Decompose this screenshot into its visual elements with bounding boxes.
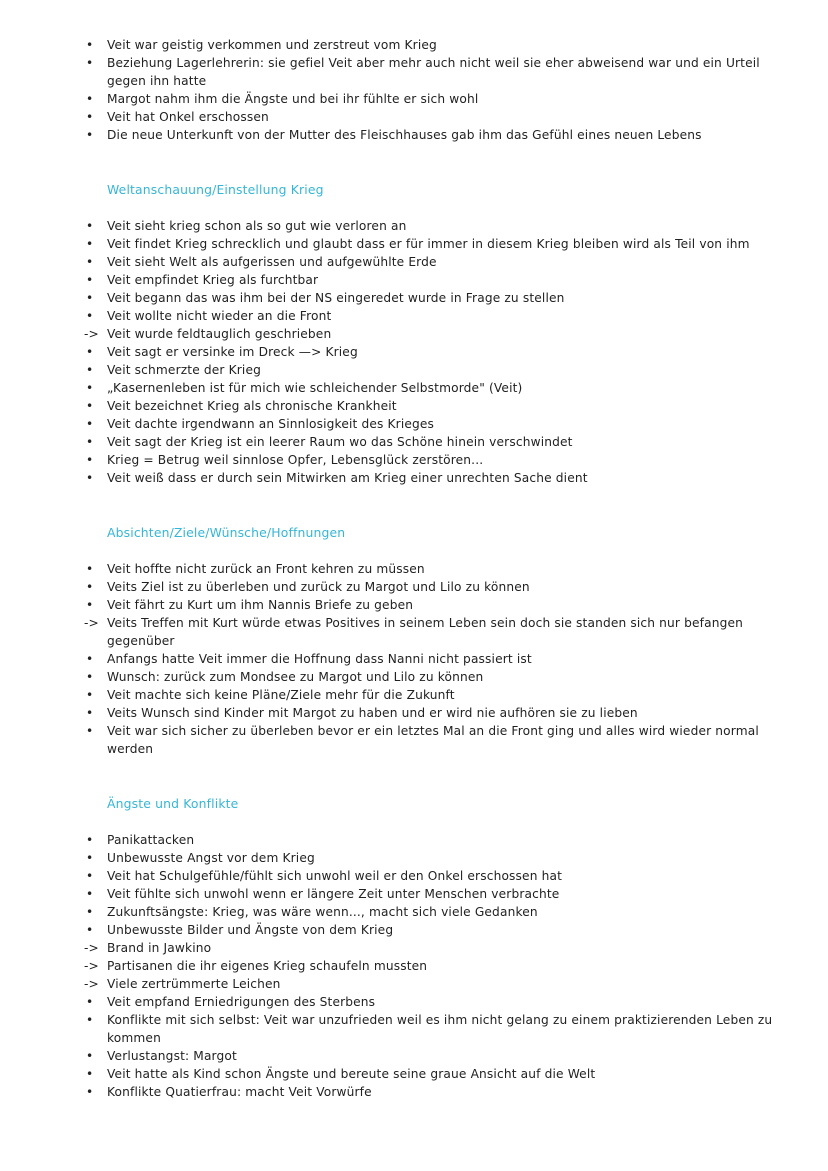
section-heading-weltanschauung: Weltanschauung/Einstellung Krieg [107, 182, 324, 197]
list-item: • Unbewusste Angst vor dem Krieg [86, 851, 315, 865]
list-item: -> Brand in Jawkino [84, 941, 212, 955]
arrow-marker: -> [84, 327, 99, 341]
list-item: • Veit sagt der Krieg ist ein leerer Raum wo das Schöne hinein verschwindet [86, 435, 573, 449]
list-item: • Margot nahm ihm die Ängste und bei ihr fühlte er sich wohl [86, 92, 479, 106]
arrow-marker: -> [84, 941, 99, 955]
bullet-marker: • [86, 435, 94, 449]
list-item: • Unbewusste Bilder und Ängste von dem Krieg [86, 923, 394, 937]
bullet-marker: • [86, 670, 94, 684]
list-item: • Veit hoffte nicht zurück an Front kehren zu müssen [86, 562, 425, 576]
list-item: • Konflikte mit sich selbst: Veit war unzufrieden weil es ihm nicht gelang zu einem praktizierenden Leben zu kommen [86, 1013, 773, 1045]
bullet-marker: • [86, 923, 94, 937]
list-item: • „Kasernenleben ist für mich wie schleichender Selbstmorde" (Veit) [86, 381, 523, 395]
list-item: • Veit sieht krieg schon als so gut wie verloren an [86, 219, 407, 233]
bullet-marker: • [86, 833, 94, 847]
bullet-marker: • [86, 688, 94, 702]
bullet-marker: • [86, 399, 94, 413]
list-item: • Veit war sich sicher zu überleben bevor er ein letztes Mal an die Front ging und alles wird wieder normal werden [86, 724, 759, 756]
bullet-marker: • [86, 56, 94, 70]
list-item: • Veit machte sich keine Pläne/Ziele mehr für die Zukunft [86, 688, 455, 702]
list-item: • Veit fährt zu Kurt um ihm Nannis Briefe zu geben [86, 598, 414, 612]
bullet-marker: • [86, 38, 94, 52]
bullet-marker: • [86, 1013, 94, 1027]
bullet-marker: • [86, 887, 94, 901]
list-item: • Veit findet Krieg schrecklich und glaubt dass er für immer in diesem Krieg bleiben wird als Teil von ihm [86, 237, 750, 251]
bullet-marker: • [86, 273, 94, 287]
bullet-marker: • [86, 724, 94, 738]
bullet-marker: • [86, 580, 94, 594]
list-item: • Veit war geistig verkommen und zerstreut vom Krieg [86, 38, 437, 52]
list-item: -> Viele zertrümmerte Leichen [84, 977, 281, 991]
bullet-marker: • [86, 471, 94, 485]
list-item: • Krieg = Betrug weil sinnlose Opfer, Lebensglück zerstören... [86, 453, 484, 467]
bullet-marker: • [86, 110, 94, 124]
list-item: • Veit hat Onkel erschossen [86, 110, 269, 124]
list-item: • Veit fühlte sich unwohl wenn er längere Zeit unter Menschen verbrachte [86, 887, 560, 901]
list-item: • Veit weiß dass er durch sein Mitwirken am Krieg einer unrechten Sache dient [86, 471, 588, 485]
bullet-marker: • [86, 1085, 94, 1099]
bullet-marker: • [86, 255, 94, 269]
list-item: • Veit empfand Erniedrigungen des Sterbens [86, 995, 376, 1009]
bullet-marker: • [86, 92, 94, 106]
bullet-marker: • [86, 851, 94, 865]
list-item: • Verlustangst: Margot [86, 1049, 237, 1063]
list-item: • Veit dachte irgendwann an Sinnlosigkeit des Krieges [86, 417, 435, 431]
bullet-marker: • [86, 237, 94, 251]
list-item: • Veit sagt er versinke im Dreck —> Krieg [86, 345, 358, 359]
bullet-marker: • [86, 309, 94, 323]
list-item: • Beziehung Lagerlehrerin: sie gefiel Veit aber mehr auch nicht weil sie eher abweisend war und ein Urteil gegen ihn hatte [86, 56, 760, 88]
list-item: • Wunsch: zurück zum Mondsee zu Margot und Lilo zu können [86, 670, 484, 684]
bullet-marker: • [86, 417, 94, 431]
bullet-marker: • [86, 363, 94, 377]
list-item: • Panikattacken [86, 833, 195, 847]
section-absichten-list [84, 560, 788, 758]
bullet-marker: • [86, 345, 94, 359]
section-heading-aengste: Ängste und Konflikte [107, 796, 239, 811]
list-item: • Zukunftsängste: Krieg, was wäre wenn..., macht sich viele Gedanken [86, 905, 538, 919]
list-item: -> Veit wurde feldtauglich geschrieben [84, 327, 332, 341]
bullet-marker: • [86, 219, 94, 233]
arrow-marker: -> [84, 616, 99, 630]
bullet-marker: • [86, 905, 94, 919]
section-intro-list [86, 36, 788, 144]
bullet-marker: • [86, 995, 94, 1009]
list-item: • Veit wollte nicht wieder an die Front [86, 309, 332, 323]
section-weltanschauung-list [84, 217, 788, 487]
list-item: -> Partisanen die ihr eigenes Krieg schaufeln mussten [84, 959, 428, 973]
arrow-marker: -> [84, 977, 99, 991]
bullet-marker: • [86, 1067, 94, 1081]
bullet-marker: • [86, 1049, 94, 1063]
section-aengste-list [84, 831, 788, 1101]
section-heading-absichten: Absichten/Ziele/Wünsche/Hoffnungen [107, 525, 346, 540]
bullet-marker: • [86, 562, 94, 576]
list-item: • Veit empfindet Krieg als furchtbar [86, 273, 319, 287]
arrow-marker: -> [84, 959, 99, 973]
list-item: • Veits Ziel ist zu überleben und zurück zu Margot und Lilo zu können [86, 580, 530, 594]
list-item: • Veit bezeichnet Krieg als chronische Krankheit [86, 399, 397, 413]
list-item: • Veits Wunsch sind Kinder mit Margot zu haben und er wird nie aufhören sie zu lieben [86, 706, 638, 720]
bullet-marker: • [86, 598, 94, 612]
list-item: -> Veits Treffen mit Kurt würde etwas Positives in seinem Leben sein doch sie standen sich nur befangen gegenüber [84, 616, 743, 648]
bullet-marker: • [86, 869, 94, 883]
bullet-marker: • [86, 652, 94, 666]
bullet-marker: • [86, 291, 94, 305]
list-item: • Veit hat Schulgefühle/fühlt sich unwohl weil er den Onkel erschossen hat [86, 869, 563, 883]
bullet-marker: • [86, 453, 94, 467]
bullet-marker: • [86, 128, 94, 142]
list-item: • Anfangs hatte Veit immer die Hoffnung dass Nanni nicht passiert ist [86, 652, 532, 666]
bullet-marker: • [86, 381, 94, 395]
list-item: • Veit hatte als Kind schon Ängste und bereute seine graue Ansicht auf die Welt [86, 1067, 596, 1081]
list-item: • Konflikte Quatierfrau: macht Veit Vorwürfe [86, 1085, 372, 1099]
list-item: • Die neue Unterkunft von der Mutter des Fleischhauses gab ihm das Gefühl eines neuen Lebens [86, 128, 702, 142]
list-item: • Veit schmerzte der Krieg [86, 363, 261, 377]
list-item: • Veit sieht Welt als aufgerissen und aufgewühlte Erde [86, 255, 437, 269]
list-item: • Veit begann das was ihm bei der NS eingeredet wurde in Frage zu stellen [86, 291, 565, 305]
bullet-marker: • [86, 706, 94, 720]
